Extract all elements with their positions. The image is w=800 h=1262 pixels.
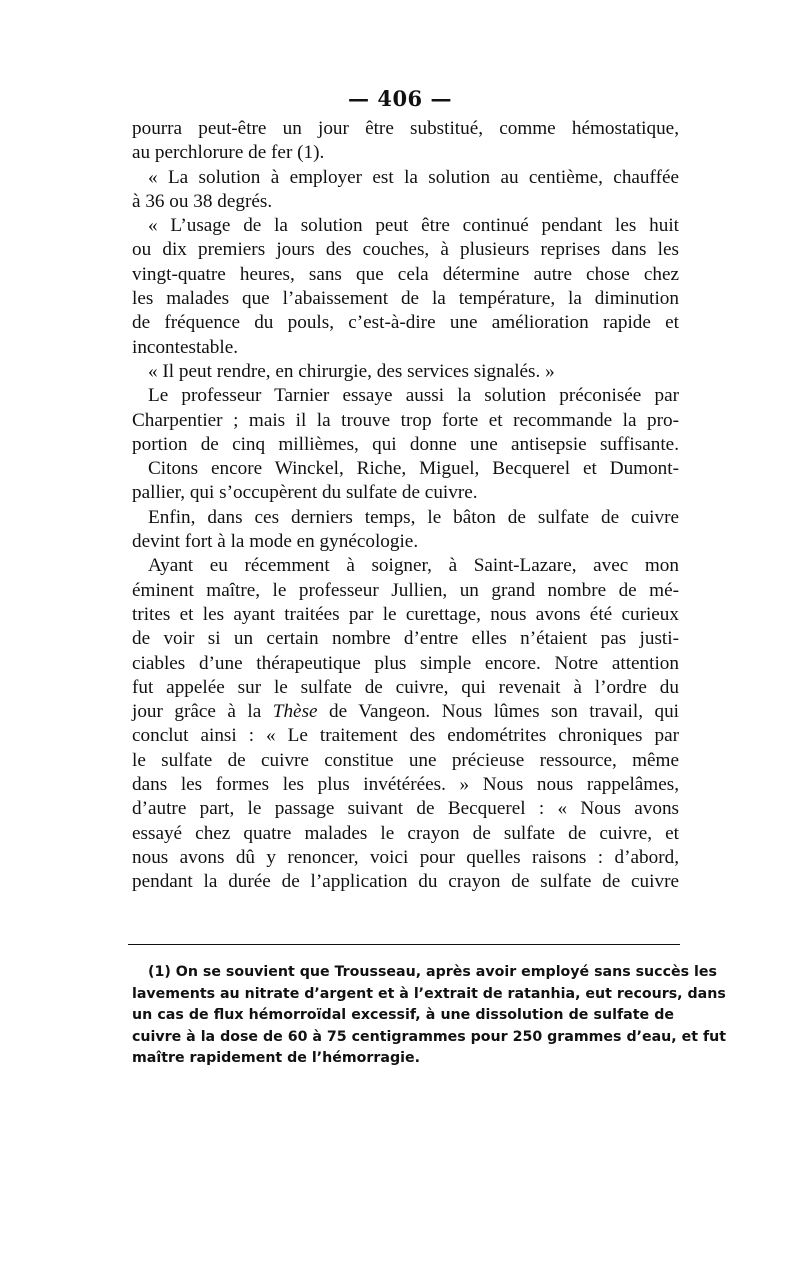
text-line: devint fort à la mode en gynécologie. [132, 531, 419, 553]
text-line: pourra peut-être un jour être substitué, comme hémostatique, [132, 118, 679, 139]
page-number: — 406 — [348, 86, 452, 111]
footnote-separator [128, 944, 680, 945]
footnote-line: lavements au nitrate d’argent et à l’extrait de ratanhia, eut recours, dans [132, 985, 726, 1002]
text-line: Charpentier ; mais il la trouve trop forte et recommande la pro- [132, 409, 679, 431]
text-segment: de Vangeon. Nous lûmes son travail, qui [329, 701, 680, 723]
text-line: pallier, qui s’occupèrent du sulfate de cuivre. [132, 482, 478, 504]
text-line: Ayant eu récemment à soigner, à Saint-Lazare, avec mon [148, 555, 679, 577]
text-line: trites et les ayant traitées par le curettage, nous avons été curieux [132, 603, 679, 625]
text-line: vingt-quatre heures, sans que cela détermine autre chose chez [132, 263, 679, 285]
footnote-line: maître rapidement de l’hémorragie. [132, 1050, 420, 1066]
text-line: Enfin, dans ces derniers temps, le bâton de sulfate de cuivre [148, 506, 679, 528]
text-line: fut appelée sur le sulfate de cuivre, qui revenait à l’ordre du [132, 676, 679, 698]
text-line: « L’usage de la solution peut être continué pendant les huit [148, 215, 679, 237]
text-line: « Il peut rendre, en chirurgie, des services signalés. » [148, 360, 555, 382]
text-line: ou dix premiers jours des couches, à plusieurs reprises dans les [132, 239, 679, 261]
footnote-line: (1) On se souvient que Trousseau, après avoir employé sans succès les [148, 964, 717, 980]
text-line: à 36 ou 38 degrés. [132, 190, 273, 212]
text-line: au perchlorure de fer (1). [132, 142, 325, 164]
text-line-with-italic [132, 700, 679, 724]
text-line: essayé chez quatre malades le crayon de sulfate de cuivre, et [132, 822, 679, 844]
text-line: dans les formes les plus invétérées. » Nous nous rappelâmes, [132, 774, 679, 796]
text-line: Le professeur Tarnier essaye aussi la solution préconisée par [148, 385, 679, 407]
text-line: éminent maître, le professeur Jullien, un grand nombre de mé- [132, 579, 679, 601]
text-line: conclut ainsi : « Le traitement des endométrites chroniques par [132, 725, 679, 747]
text-line: Citons encore Winckel, Riche, Miguel, Becquerel et Dumont- [148, 458, 679, 480]
text-line: pendant la durée de l’application du crayon de sulfate de cuivre [132, 871, 679, 893]
text-line: portion de cinq millièmes, qui donne une antisepsie suffisante. [132, 433, 679, 455]
text-line: incontestable. [132, 336, 239, 358]
main-text [132, 117, 679, 895]
text-line: le sulfate de cuivre constitue une précieuse ressource, même [132, 749, 679, 771]
text-segment: jour grâce à la [132, 701, 262, 723]
footnote [132, 962, 727, 1070]
text-line: de fréquence du pouls, c’est-à-dire une amélioration rapide et [132, 312, 679, 334]
text-line: les malades que l’abaissement de la température, la diminution [132, 288, 679, 310]
italic-title: Thèse [272, 701, 318, 723]
text-line: ciables d’une thérapeutique plus simple encore. Notre attention [132, 652, 679, 674]
text-line: « La solution à employer est la solution au centième, chauffée [148, 166, 679, 188]
footnote-line: cuivre à la dose de 60 à 75 centigrammes pour 250 grammes d’eau, et fut [132, 1028, 727, 1045]
text-line: de voir si un certain nombre d’entre elles n’étaient pas justi- [132, 628, 679, 650]
footnote-line: un cas de flux hémorroïdal excessif, à une dissolution de sulfate de [132, 1007, 674, 1023]
text-line: nous avons dû y renoncer, voici pour quelles raisons : d’abord, [132, 846, 679, 868]
text-line: d’autre part, le passage suivant de Becquerel : « Nous avons [132, 798, 679, 820]
